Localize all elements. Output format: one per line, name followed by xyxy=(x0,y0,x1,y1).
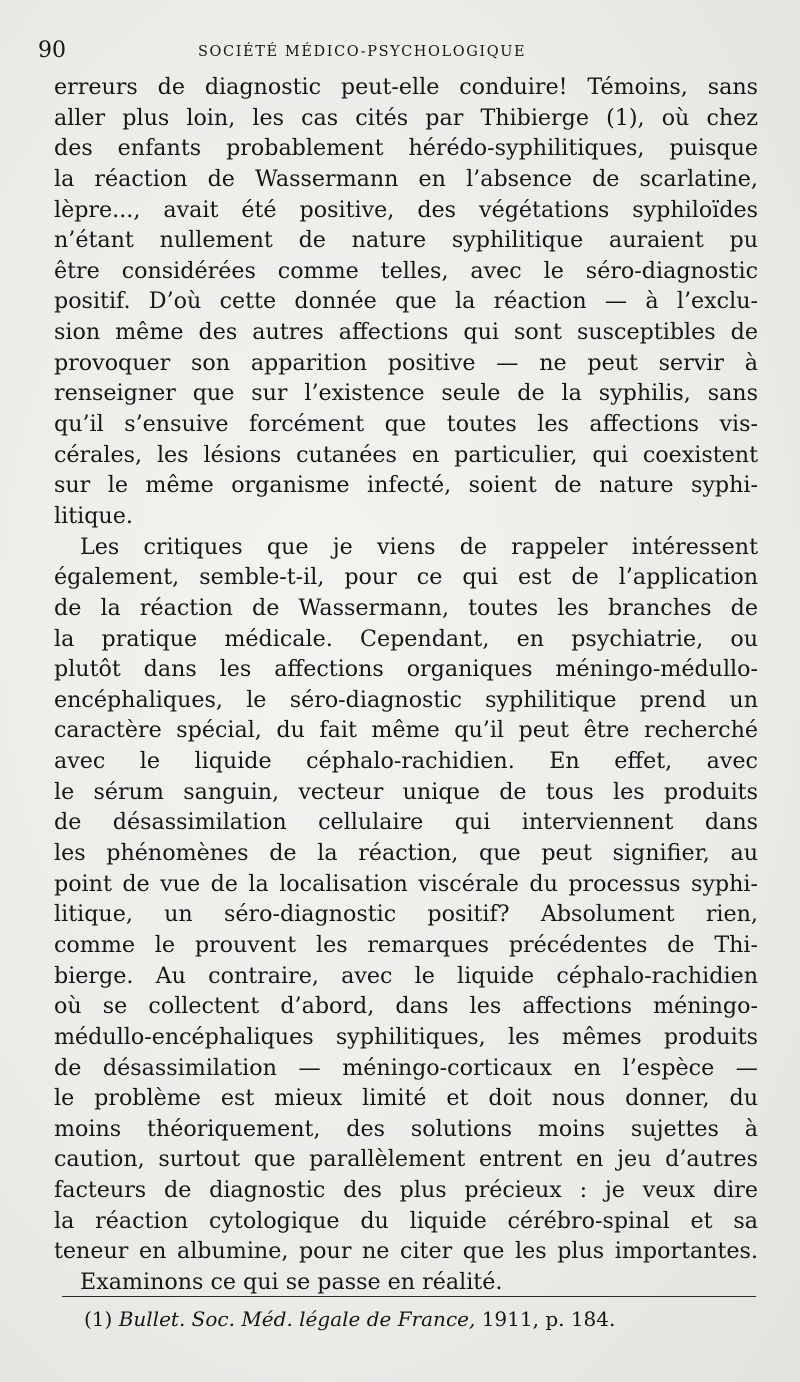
text-line: renseigner que sur l’existence seule de la syphilis, sans xyxy=(54,380,758,407)
footnote-detail: 1911, p. 184. xyxy=(481,1307,616,1331)
text-line: des enfants probablement hérédo-syphilitiques, puisque xyxy=(54,135,758,162)
text-line: point de vue de la localisation viscérale du processus syphi- xyxy=(54,870,758,897)
paragraph-start-line: Les critiques que je viens de rappeler intéressent xyxy=(80,533,758,560)
text-line: sur le même organisme infecté, soient de nature syphi- xyxy=(54,472,758,499)
text-line: encéphaliques, le séro-diagnostic syphilitique prend un xyxy=(54,686,758,713)
text-line: facteurs de diagnostic des plus précieux : je veux dire xyxy=(54,1177,758,1204)
text-line: avec le liquide céphalo-rachidien. En effet, avec xyxy=(54,748,758,775)
text-line: erreurs de diagnostic peut-elle conduire! Témoins, sans xyxy=(54,74,758,100)
text-line: les phénomènes de la réaction, que peut signifier, au xyxy=(54,840,758,867)
page-number: 90 xyxy=(38,38,66,63)
text-line: litique. xyxy=(54,502,133,529)
text-line: caution, surtout que parallèlement entrent en jeu d’autres xyxy=(54,1146,758,1173)
footnote xyxy=(84,1305,615,1333)
text-line: la réaction cytologique du liquide cérébro-spinal et sa xyxy=(54,1207,758,1234)
text-line: aller plus loin, les cas cités par Thibierge (1), où chez xyxy=(54,104,758,131)
text-line: caractère spécial, du fait même qu’il peut être recherché xyxy=(54,717,758,744)
page-header xyxy=(38,38,762,66)
text-line: médullo-encéphaliques syphilitiques, les mêmes produits xyxy=(54,1023,758,1050)
text-line: être considérées comme telles, avec le séro-diagnostic xyxy=(54,257,758,284)
text-line: également, semble-t-il, pour ce qui est de l’application xyxy=(54,564,758,591)
body-text xyxy=(54,72,758,1298)
text-line: provoquer son apparition positive — ne peut servir à xyxy=(54,349,758,376)
text-line: la réaction de Wassermann en l’absence de scarlatine, xyxy=(54,165,758,192)
text-line: teneur en albumine, pour ne citer que les plus importantes. xyxy=(54,1238,758,1265)
text-line: lèpre..., avait été positive, des végétations syphiloïdes xyxy=(54,196,758,223)
text-line: n’étant nullement de nature syphilitique auraient pu xyxy=(54,227,758,254)
text-line: où se collectent d’abord, dans les affections méningo- xyxy=(54,993,758,1020)
text-line: le problème est mieux limité et doit nous donner, du xyxy=(54,1085,758,1112)
text-line: la pratique médicale. Cependant, en psychiatrie, ou xyxy=(54,625,758,652)
text-line: plutôt dans les affections organiques méningo-médullo- xyxy=(54,656,758,683)
text-line: de désassimilation cellulaire qui interviennent dans xyxy=(54,809,758,836)
text-line: sion même des autres affections qui sont susceptibles de xyxy=(54,319,758,346)
text-line: litique, un séro-diagnostic positif? Absolument rien, xyxy=(54,901,758,928)
text-line: positif. D’où cette donnée que la réaction — à l’exclu- xyxy=(54,288,758,315)
text-line: le sérum sanguin, vecteur unique de tous les produits xyxy=(54,778,758,805)
text-line: qu’il s’ensuive forcément que toutes les affections vis- xyxy=(54,411,758,438)
text-line: bierge. Au contraire, avec le liquide céphalo-rachidien xyxy=(54,962,758,989)
footnote-source: Bullet. Soc. Méd. légale de France, xyxy=(118,1307,476,1331)
text-line: moins théoriquement, des solutions moins sujettes à xyxy=(54,1115,758,1142)
running-head: SOCIÉTÉ MÉDICO-PSYCHOLOGIQUE xyxy=(198,44,527,60)
paragraph-start-line: Examinons ce qui se passe en réalité. xyxy=(80,1268,503,1295)
text-line: comme le prouvent les remarques précédentes de Thi- xyxy=(54,931,758,958)
footnote-rule xyxy=(62,1296,756,1297)
text-line: de désassimilation — méningo-corticaux en l’espèce — xyxy=(54,1054,758,1081)
footnote-marker: (1) xyxy=(84,1307,113,1331)
text-line: cérales, les lésions cutanées en particulier, qui coexistent xyxy=(54,441,758,468)
text-line: de la réaction de Wassermann, toutes les branches de xyxy=(54,594,758,621)
